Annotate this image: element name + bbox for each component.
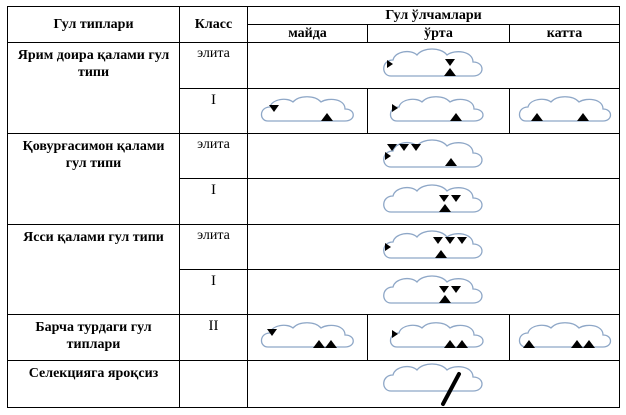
- header-sizes-group: Гул ўлчамлари: [248, 7, 620, 25]
- cloud-figure-icon: [386, 95, 492, 127]
- merged-figure-cell: [248, 179, 620, 224]
- cloud-figure-icon: [379, 138, 489, 174]
- merged-figure-cell: [248, 43, 620, 88]
- row-type-label: Ясси қалами гул типи: [8, 224, 180, 315]
- small-figure-cell: [248, 88, 368, 133]
- header-medium: ўрта: [368, 25, 510, 43]
- cloud-figure-icon: [515, 321, 615, 353]
- pen-cloud-icon: [379, 364, 489, 404]
- cloud-figure-icon: [379, 47, 489, 83]
- header-row: [8, 7, 620, 25]
- cloud-figure-icon: [257, 321, 359, 353]
- header-small: майда: [248, 25, 368, 43]
- cloud-figure-icon: [379, 229, 489, 265]
- table-row: [8, 315, 620, 360]
- row-class-label: II: [180, 315, 248, 360]
- cloud-figure-icon: [515, 95, 615, 127]
- medium-figure-cell: [368, 315, 510, 360]
- table-row: [8, 43, 620, 88]
- row-class-label: I: [180, 269, 248, 314]
- row-type-label: Барча турдаги гул типлари: [8, 315, 180, 360]
- large-figure-cell: [510, 88, 620, 133]
- header-large: катта: [510, 25, 620, 43]
- table-row: [8, 224, 620, 269]
- row-class-label: I: [180, 88, 248, 133]
- large-figure-cell: [510, 315, 620, 360]
- row-type-label: Селекцияга яроқсиз: [8, 360, 180, 407]
- row-class-label: элита: [180, 43, 248, 88]
- cloud-figure-icon: [379, 274, 489, 310]
- cloud-figure-icon: [379, 183, 489, 219]
- cloud-figure-icon: [257, 95, 359, 127]
- row-type-label: Ярим доира қалами гул типи: [8, 43, 180, 134]
- merged-figure-cell: [248, 224, 620, 269]
- row-class-label: элита: [180, 224, 248, 269]
- flower-types-table: [7, 6, 620, 408]
- small-figure-cell: [248, 315, 368, 360]
- merged-figure-cell: [248, 360, 620, 407]
- medium-figure-cell: [368, 88, 510, 133]
- header-class: Класс: [180, 7, 248, 43]
- row-class-label: I: [180, 179, 248, 224]
- table-row: [8, 133, 620, 178]
- row-class-label: [180, 360, 248, 407]
- cloud-figure-icon: [386, 321, 492, 353]
- header-type: Гул типлари: [8, 7, 180, 43]
- row-type-label: Қовурғасимон қалами гул типи: [8, 133, 180, 224]
- table-row: [8, 360, 620, 407]
- merged-figure-cell: [248, 133, 620, 178]
- row-class-label: элита: [180, 133, 248, 178]
- merged-figure-cell: [248, 269, 620, 314]
